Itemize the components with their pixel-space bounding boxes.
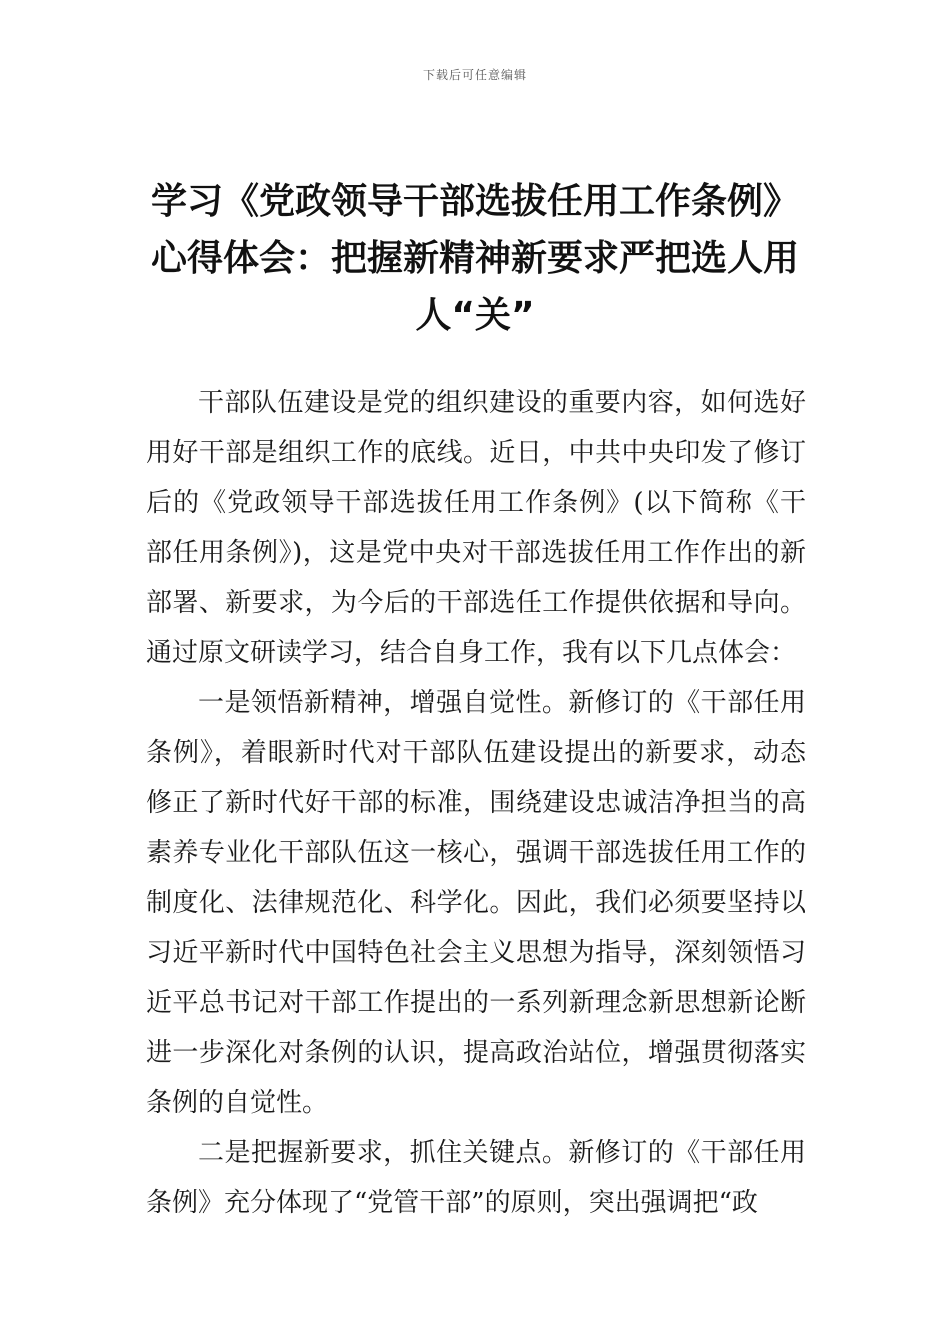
title-line-2: 心得体会：把握新精神新要求严把选人用 <box>150 238 799 279</box>
paragraph-intro: 干部队伍建设是党的组织建设的重要内容，如何选好用好干部是组织工作的底线。近日，中共中央印发了修订后的《党政领导干部选拔任用工作条例》(以下简称《干部任用条例》)，这是党中央对干部选拔任用工作作出的新部署、新要求，为今后的干部选任工作提供依据和导向。通过原文研读学习，结合自身工作，我有以下几点体会： <box>146 388 806 668</box>
header-note: 下载后可任意编辑 <box>422 68 527 82</box>
document-title <box>150 173 800 344</box>
document-body <box>146 378 806 1228</box>
title-line-1: 学习《党政领导干部选拔任用工作条例》 <box>150 181 799 222</box>
title-line-3: 人“关” <box>415 295 535 336</box>
paragraph-point-two: 二是把握新要求，抓住关键点。新修订的《干部任用条例》充分体现了“党管干部”的原则，突出强调把“政 <box>146 1138 806 1218</box>
paragraph-point-one: 一是领悟新精神，增强自觉性。新修订的《干部任用条例》，着眼新时代对干部队伍建设提出的新要求，动态修正了新时代好干部的标准，围绕建设忠诚洁净担当的高素养专业化干部队伍这一核心，强调干部选拔任用工作的制度化、法律规范化、科学化。因此，我们必须要坚持以习近平新时代中国特色社会主义思想为指导，深刻领悟习近平总书记对干部工作提出的一系列新理念新思想新论断进一步深化对条例的认识，提高政治站位，增强贯彻落实条例的自觉性。 <box>146 688 806 1118</box>
